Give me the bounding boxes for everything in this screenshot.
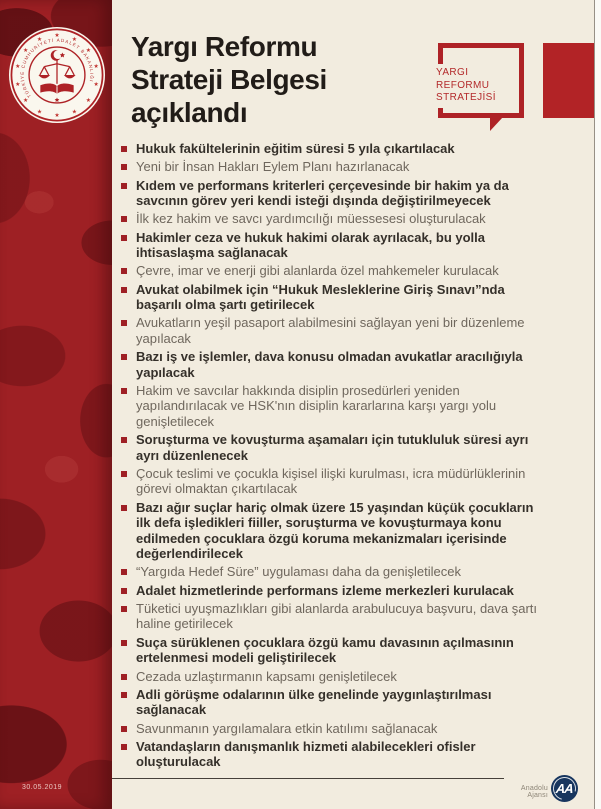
- bullet-square-icon: [121, 569, 127, 575]
- list-item-text: İlk kez hakim ve savcı yardımcılığı müessesesi oluşturulacak: [136, 211, 486, 227]
- list-item-text: Bazı iş ve işlemler, dava konusu olmadan avukatlar aracılığıyla yapılacak: [136, 349, 523, 380]
- anadolu-agency-logo: [551, 775, 578, 802]
- bullet-square-icon: [121, 354, 127, 360]
- list-item-text: Yeni bir İnsan Hakları Eylem Planı hazırlanacak: [136, 159, 410, 175]
- bullet-square-icon: [121, 216, 127, 222]
- speech-bubble-tail-icon: [490, 117, 503, 131]
- list-item: [121, 583, 551, 599]
- list-item: [121, 263, 551, 279]
- list-item: [121, 141, 551, 157]
- badge-line-1: YARGI: [436, 67, 469, 78]
- list-item: [121, 635, 551, 666]
- bullet-square-icon: [121, 606, 127, 612]
- bullet-square-icon: [121, 674, 127, 680]
- list-item-text: Savunmanın yargılamalara etkin katılımı sağlanacak: [136, 720, 438, 736]
- bullet-square-icon: [121, 471, 127, 477]
- list-item-text: Cezada uzlaştırmanın kapsamı genişletilecek: [136, 668, 397, 684]
- strategy-badge: [438, 43, 524, 118]
- list-item: [121, 432, 551, 463]
- list-item-text: Kıdem ve performans kriterleri çerçevesinde bir hakim ya da savcının görev yeri kendi isteği dışında değiştirilmeyecek: [136, 177, 509, 209]
- badge-text: [436, 64, 501, 108]
- list-item: [121, 687, 551, 718]
- bullet-square-icon: [121, 320, 127, 326]
- aa-logo-text: AA: [555, 781, 574, 796]
- title-line-3: açıklandı: [131, 97, 248, 128]
- list-item: [121, 315, 551, 346]
- svg-text:★: ★: [93, 64, 99, 71]
- bullet-square-icon: [121, 588, 127, 594]
- agency-credit: Anadolu Ajansı: [520, 785, 548, 799]
- list-item-text: Suça sürüklenen çocuklara özgü kamu davasının açılmasının ertelenmesi modeli geliştirilecek: [136, 634, 514, 666]
- bullet-square-icon: [121, 640, 127, 646]
- title-line-2: Strateji Belgesi: [131, 64, 327, 95]
- bullet-square-icon: [121, 268, 127, 274]
- list-item: [121, 211, 551, 227]
- svg-text:★: ★: [54, 113, 60, 120]
- red-accent-block: [543, 43, 594, 118]
- svg-text:★: ★: [22, 48, 29, 55]
- list-item: [121, 500, 551, 562]
- date-stamp: 30.05.2019: [22, 784, 63, 791]
- bullet-square-icon: [121, 692, 127, 698]
- svg-text:★: ★: [71, 36, 78, 43]
- bullet-square-icon: [121, 146, 127, 152]
- list-item: [121, 466, 551, 497]
- list-item: [121, 601, 551, 632]
- bullet-square-icon: [121, 437, 127, 443]
- svg-text:★: ★: [54, 32, 60, 39]
- bullet-square-icon: [121, 183, 127, 189]
- page-title: [131, 30, 431, 129]
- list-item: [121, 159, 551, 175]
- list-item: [121, 230, 551, 261]
- list-item-text: Avukatların yeşil pasaport alabilmesini sağlayan yeni bir düzenleme yapılacak: [136, 315, 525, 346]
- svg-text:★: ★: [15, 64, 21, 71]
- list-item: [121, 564, 551, 580]
- title-line-1: Yargı Reformu: [131, 31, 318, 62]
- list-item-text: Çocuk teslimi ve çocukla kişisel ilişki kurulması, icra müdürlüklerinin görevi olmaktan çıkartılacak: [136, 465, 526, 497]
- svg-text:★: ★: [85, 48, 92, 55]
- svg-text:★: ★: [93, 81, 99, 88]
- list-item-text: Tüketici uyuşmazlıkları gibi alanlarda arabulucuya başvuru, dava şartı haline getirilecek: [136, 600, 538, 632]
- bullet-square-icon: [121, 744, 127, 750]
- list-item: [121, 669, 551, 685]
- page-edge: [594, 0, 601, 809]
- list-item-text: Hakimler ceza ve hukuk hakimi olarak ayrılacak, bu yolla ihtisaslaşma sağlanacak: [136, 229, 486, 261]
- bullet-square-icon: [121, 388, 127, 394]
- svg-text:★: ★: [22, 98, 29, 105]
- bullet-square-icon: [121, 235, 127, 241]
- list-item: [121, 739, 551, 770]
- svg-text:★: ★: [85, 98, 92, 105]
- list-item-text: “Yargıda Hedef Süre” uygulaması daha da genişletilecek: [136, 564, 461, 580]
- list-item-text: Hakim ve savcılar hakkında disiplin prosedürleri yeniden yapılandırılacak ve HSK'nın disiplin kararlarına karşı yargı yolu genişletilecek: [136, 382, 497, 429]
- bullet-square-icon: [121, 726, 127, 732]
- badge-line-3: STRATEJİSİ: [436, 92, 496, 103]
- list-item-text: Adalet hizmetlerinde performans izleme merkezleri kurulacak: [136, 582, 514, 598]
- list-item-text: Vatandaşların danışmanlık hizmeti alabilecekleri ofisler oluşturulacak: [136, 738, 476, 770]
- list-item-text: Adli görüşme odalarının ülke genelinde yaygınlaştırılması sağlanacak: [136, 686, 492, 718]
- badge-line-2: REFORMU: [436, 79, 490, 91]
- bullet-square-icon: [121, 287, 127, 293]
- bullet-square-icon: [121, 505, 127, 511]
- svg-text:★: ★: [36, 109, 43, 116]
- svg-text:★: ★: [36, 36, 43, 43]
- ministry-of-justice-seal-icon: [8, 26, 106, 124]
- list-item: [121, 282, 551, 313]
- bullet-square-icon: [121, 164, 127, 170]
- reform-list: [121, 141, 551, 770]
- seal-ring-text: TÜRKİYE CUMHURİYETİ ADALET BAKANLIĞI: [19, 37, 95, 99]
- list-item-text: Soruşturma ve kovuşturma aşamaları için tutukluluk süresi ayrı ayrı düzenlenecek: [136, 432, 529, 463]
- list-item-text: Çevre, imar ve enerji gibi alanlarda özel mahkemeler kurulacak: [136, 263, 499, 279]
- svg-text:★: ★: [15, 81, 21, 88]
- list-item-text: Bazı ağır suçlar hariç olmak üzere 15 yaşından küçük çocukların ilk defa işledikleri fiiller, soruşturma ve kovuşturmaya konu edilmeden çocuklara özgü koruma mekanizmaları içerisinde değerlendirilecek: [136, 499, 534, 562]
- list-item: [121, 721, 551, 737]
- list-item: [121, 178, 551, 209]
- list-item-text: Hukuk fakültelerinin eğitim süresi 5 yıla çıkartılacak: [136, 141, 455, 156]
- footer-divider: [112, 778, 504, 779]
- list-item: [121, 349, 551, 380]
- svg-text:★: ★: [71, 109, 78, 116]
- list-item-text: Avukat olabilmek için “Hukuk Mesleklerine Giriş Sınavı”nda başarılı olma şartı getirilecek: [136, 281, 505, 313]
- list-item: [121, 383, 551, 430]
